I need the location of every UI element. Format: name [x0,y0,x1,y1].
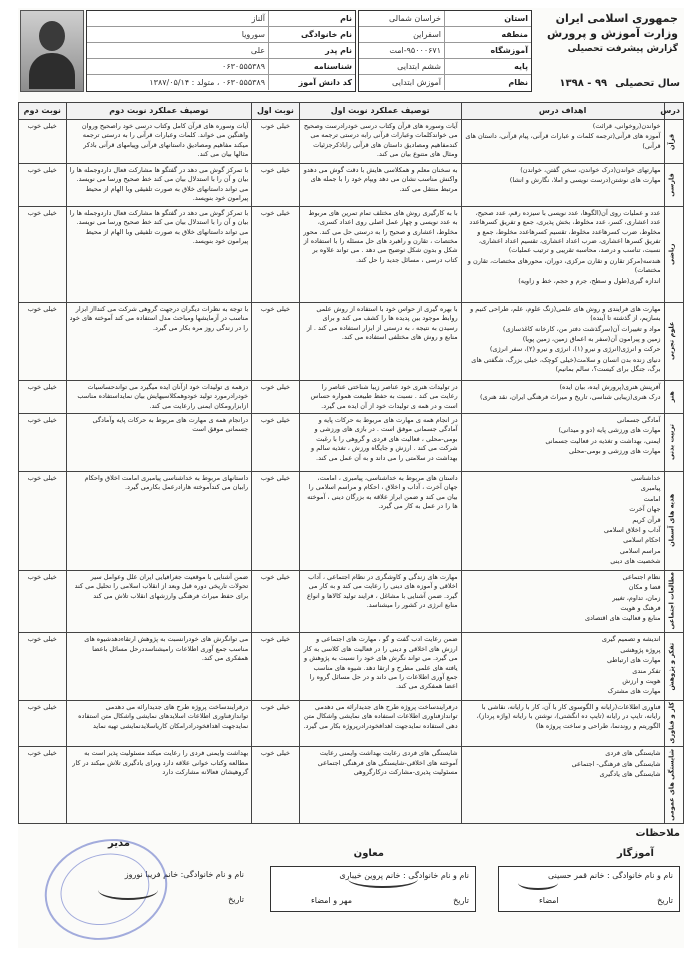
teacher-signature-scribble [518,876,558,890]
goal-item: مهارت های نوشتن(درست نویسی و املا، نگارش و انشا) [509,176,661,185]
goal-item: احکام اسلامی [623,536,661,545]
info-label: نظام [444,75,531,90]
goal-item: خواندن(روخوانی، قرائت) [592,122,661,130]
desc1-cell: با به کارگیری روش های مختلف تمام تمرین های مربوط به عدد نویسی و چهار عمل اصلی روی اعداد کسری، مخلوط، اعشاری و صحیح را به درستی حل می کند. محور مختصات ، تقارن و راهبرد های حل مسئله را با استفاده از شکل و بدون شکل توضیح می دهد . می تواند علاوه بر کتاب درسی ، مسائل جدید را حل کند. [299,206,461,302]
desc2-cell: ضمن آشنایی با موقعیت جغرافیایی ایران علل وعوامل سیر تحولات تاریخی دوره قبل وبعد از انقلاب اسلامی را تحلیل می کند برای حفظ میراث فرهنگی وارزشهای انقلاب تلاش می کند [66,570,252,633]
desc1-cell: آیات وسوره های قرآن وکتاب درسی خودرادرست وصحیح می خواندکلمات وعبارات قرآنی رابه درستی ترجمه می کندمفاهیم ومصادیق داستان های قرآنی راباذکرجزئیات ومثال های متنوع بیان می کند. [299,120,461,164]
grade2-cell: خیلی خوب [19,633,67,701]
academic-year [559,78,680,89]
grade1-cell: خیلی خوب [252,120,300,164]
subject-cell: هنر [664,380,683,413]
col-grade1: نوبت اول [252,103,300,120]
grade1-cell: خیلی خوب [252,633,300,701]
goals-cell [461,570,664,633]
table-row [19,380,684,413]
goal-item: مهارت های فرایندی و روش های علمی(زنگ علوم، علم، طراحی کنیم و بسازیم، از گذشته تا آینده) [470,304,661,323]
student-info-box [86,10,356,92]
desc2-cell: درفرایندساخت پروژه طرح های جدیدارائه می دهدمی تواندازفناوری اطلاعات اسلایدهای نمایشی واشکال متن استفاده نمایدجهت اهدافخودرادرامکان کاریاسلایدنمایشی تهیه نماید [66,700,252,747]
info-value: ششم ابتدایی [397,62,441,71]
goal-item: شایستگی های فرهنگی- اجتماعی [571,759,661,768]
deputy-name: نام و نام خانوادگی : خانم پروین خیباری [339,871,469,880]
goal-item: جهان آخرت [629,505,661,514]
grade2-cell: خیلی خوب [19,413,67,471]
goals-cell [461,471,664,570]
info-row [87,11,355,27]
goal-item: مهارت های ارتباطی [606,656,661,665]
grade2-cell: خیلی خوب [19,570,67,633]
col-desc2: توصیف عملکرد نوبت دوم [66,103,252,120]
desc2-cell: با تمرکز گوش می دهد در گفتگو ها مشارکت فعال داردوجمله ها را بیان و آن را با استدلال بیان می کند خط صحیح ورسا می نویسد. می تواند داستانهای خلاق به صورت تلفیقی وبا الهام از محیط پیرامون خود بنویسد. [66,206,252,302]
table-header-row [19,103,684,120]
subject-cell: قرآن [664,120,683,164]
info-value: سورویا [241,30,265,39]
subject-cell: فارسی [664,164,683,207]
principal-signature-scribble [98,880,158,900]
goal-item: نظام اجتماعی [622,572,661,581]
ministry-line1: جمهوری اسلامی ایران [555,12,678,25]
grade2-cell: خیلی خوب [19,747,67,824]
subject-cell: شایستگی های عمومی [664,747,683,824]
goal-item: مهارت های ورزشی پایه (دو و میدانی) [558,426,661,435]
goal-item: هندسه(مرکز تقارن و تقارن مرکزی، دوران، محورهای مختصات، تقارن و مختصات) [467,256,661,275]
goal-item: مراسم اسلامی [619,546,661,555]
info-label: پایه [444,59,531,74]
goal-item: عدد و عملیات روی آن(الگوها، عدد نویسی با سیزده رقم، عدد صحیح، عدد اعشاری، کسر، عدد مخلوط، بخش پذیری، جمع و تفریق کسرهاعدد مخلوط، ضرب کسرهاعدد مخلوط، تقسیم کسرهاعدد مخلوط، جمع و تفریق کسرها اعشاری، ضرب اعداد اعشاری، تقسیم اعداد اعشاری، نسبت، تناسب و درصد، محاسبه تقریبی و ترتیب عملیات) [469,208,661,255]
desc1-cell: به سخنان معلم و همکلاسی هایش با دقت گوش می دهدو واکنش مناسب نشان می دهد ویپام خود را با جمله های مرتبط منتقل می کند. [299,164,461,207]
grade1-cell: خیلی خوب [252,471,300,570]
grade1-cell: خیلی خوب [252,747,300,824]
goals-cell [461,747,664,824]
report-card-page [18,8,684,948]
col-grade2: نوبت دوم [19,103,67,120]
grade1-cell: خیلی خوب [252,413,300,471]
goal-item: مهارت های ورزشی و بومی-محلی [569,447,661,456]
goal-item: امامت [643,494,661,503]
info-value: آموزش ابتدایی [392,78,441,87]
goal-item: فضا و مکان [628,583,661,592]
subject-cell: کار و فناوری [664,700,683,747]
col-goals: اهداف درس [461,103,664,120]
goal-item: درک هنری(زیبایی شناسی، تاریخ و میراث فرهنگی ایران، نقد هنری) [479,393,661,402]
info-label: استان [444,11,531,26]
teacher-role: آموزگار [617,848,654,859]
goal-item: پروژه پژوهشی [620,645,661,654]
desc1-cell: درفرایندساخت پروژه طرح های جدیدارائه می دهدمی تواندازفناوری اطلاعات استفاده های نمایشی واشکال متن دهی استفاده نمایدجهت اهدافخودرادرپروژه بکار می گیرد. [299,700,461,747]
info-label: کد دانش آموز [268,75,355,90]
teacher-name: نام و نام خانوادگی : خانم قمر حسینی [548,871,673,880]
goal-item: آموزه های قرآنی(ترجمه کلمات و عبارات قرآنی، پیام قرآنی، داستان های قرآنی) [465,132,661,150]
goal-item: آداب و اخلاق اسلامی [603,526,661,535]
table-row [19,302,684,380]
goal-item: تفکر مندی [632,666,661,675]
teacher-signature-box [498,866,680,912]
notes-label: ملاحظات [635,828,680,839]
desc2-cell: بهداشت وایمنی فردی را رعایت میکند مسئولیت پذیر است به مطالعه وکتاب خوانی علاقه دارد وبرای یادگیری تلاش میکند در کار گروهیشان فعالانه مشارکت دارد [66,747,252,824]
deputy-role: معاون [353,848,384,859]
goals-cell [461,206,664,302]
ministry-line2: وزارت آموزش و پرورش [547,27,678,40]
subject-cell: علوم تجربی [664,302,683,380]
goal-item: ایمنی، بهداشت و تغذیه در فعالیت جسمانی [545,436,661,445]
grade1-cell: خیلی خوب [252,570,300,633]
desc1-cell: مهارت های زندگی و کاوشگری در نظام اجتماعی ، آداب اخلاقی و آموزه های دینی را رعایت می کند و به کار می گیرد. ضمن آشنایی با مشاغل ، فرایند تولید کالاها و انواع منابع انرژی در کشور را میشناسد. [299,570,461,633]
goal-item: دنیای زنده بدن انسان و سلامت(خیلی کوچک، خیلی بزرگ، شگفتی های برگ، جنگل برای کیست؟، سالم بمانیم) [471,355,661,374]
goal-item: شایستگی های یادگیری [599,770,661,779]
desc2-cell: آیات وسوره های قرآن کامل وکتاب درسی خود راصحیح وروان واهنگین می خواند. کلمات وعبارات قرآنی را به درستی ترجمه میکند مفاهیم ومصادیق داستانهای قرآنی وپیامهای قرآنی باذکر مثالها بیان می کند. [66,120,252,164]
goal-item: شخصیت های دینی [610,557,661,566]
goal-item: آمادگی جسمانی [617,415,661,424]
goal-item: مهارت های مشترک [607,687,661,696]
table-row [19,747,684,824]
desc1-cell: ضمن رعایت ادب گفت و گو ، مهارت های اجتماعی و ارزش های اخلاقی و دینی را در فعالیت های کلاسی به کار می گیرد. می تواند نگرش های خود را نسبت به پژوهش و یافته های علمی مطرح و ارتقا دهد. شیوه های مناسب جمع آوری اطلاعات را می داند و در حل مسائل گروه را اعضا همفکری می کند. [299,633,461,701]
goal-item: زمان، تداوم، تغییر [612,593,661,602]
deputy-seal-label: مهر و امضاء [311,896,352,905]
goal-item: آفرینش هنری(پرورش ایده، بیان ایده) [559,382,661,391]
desc2-cell: درهمه ی تولیدات خود ازآنان ایده میگیرد می تواندحساسیات خودرادرمورد تولید خودوهمکلاسیهایش بیان نمایداستفاده مناسب ازابزارومکان ایمنی رارعایت می کند. [66,380,252,413]
deputy-signature-scribble [348,870,418,888]
info-value: ۰۶۳۰۵۵۵۳۸۹ [222,62,265,71]
table-row [19,633,684,701]
info-row [359,27,531,43]
goal-item: فرهنگ و هویت [620,604,661,613]
subject-cell: ریاضی [664,206,683,302]
school-info-box [358,10,532,92]
info-value: ۰۶۳۰۵۵۵۳۸۹ ، متولد : ۱۳۸۷/۰۵/۱۴ [149,78,265,87]
goal-item: مواد و تغییرات آن(سرگذشت دفتر من، کارخانه کاغذسازی) [502,324,661,333]
goal-item: شایستگی های فردی [605,749,661,758]
grade1-cell: خیلی خوب [252,302,300,380]
table-row [19,471,684,570]
info-value: آلناز [251,14,265,23]
col-subject: درس [664,103,683,120]
grade1-cell: خیلی خوب [252,380,300,413]
desc2-cell: می توانگرش های خودرانسبت به پژوهش ارتقاءدهدشیوه های مناسب جمع آوری اطلاعات رامیشناسددرحل مسائل باعضا همفکری می کند. [66,633,252,701]
grade1-cell: خیلی خوب [252,164,300,207]
goal-item: مهارتهای خواندن(درک خواندن، سخن گفتن، خواندن) [520,166,661,174]
goals-cell [461,120,664,164]
goal-item: اندیشه و تصمیم گیری [601,635,661,644]
goals-cell [461,413,664,471]
table-row [19,700,684,747]
info-row [359,43,531,59]
deputy-date-label: تاریخ [453,896,469,905]
info-label: آموزشگاه [444,43,531,58]
goal-item: خداشناسی [631,473,661,482]
table-row [19,120,684,164]
desc1-cell: با بهره گیری از حواس خود با استفاده از روش علمی روابط موجود بین پدیده ها را کشف می کند و برای رسیدن به نتیجه ، به درستی از ابزار استفاده می کند . از منابع و روش های مختلفی استفاده می کند. [299,302,461,380]
subject-cell: هدیه های آسمان [664,471,683,570]
goals-cell [461,302,664,380]
grade2-cell: خیلی خوب [19,380,67,413]
goals-cell [461,380,664,413]
goal-item: زمین و پیرامون آن(سفر به اعماق زمین، زمین پویا) [522,334,661,343]
col-desc1: توصیف عملکرد نوبت اول [299,103,461,120]
goal-item: منابع و فعالیت های اقتصادی [584,614,661,623]
goals-cell [461,633,664,701]
year-label: سال تحصیلی [615,78,680,89]
year-value: ۹۹ - ۱۳۹۸ [559,78,608,89]
goals-cell [461,700,664,747]
goals-cell [461,164,664,207]
principal-name: نام و نام خانوادگی: خانم فریبا نوروز [124,870,244,879]
report-title-block [538,12,678,54]
grades-table [18,102,684,824]
goal-item: حرکت و انرژی(انرژی و نیرو (۱)، انرژی و نیرو (۲)، سفر انرژی) [489,345,661,354]
desc2-cell: داستانهای مربوط به خداشناسی پیامبری امامت اخلاق واحکام رابیان می کندآموخته هارادرعمل بکارمی گیرد. [66,471,252,570]
info-value: ۹۵۰۰۰۶۷۱-امت [389,46,441,55]
goal-item: فناوری اطلاعات(رایانه و الگوسوی کار با آن، کار با رایانه، نقاشی با رایانه، تایپ در رایانه (تایپ ده انگشتی)، نوشتن با رایانه (واژه پرداز)، الگوریتم و روندنما، طراحی و ساخت پروژه ها) [476,702,661,730]
info-value: علی [250,46,265,55]
grade2-cell: خیلی خوب [19,206,67,302]
info-row [359,11,531,27]
goal-item: هویت و ارزش [622,676,661,685]
grade2-cell: خیلی خوب [19,471,67,570]
subject-cell: تفکر و پژوهش [664,633,683,701]
principal-date-label: تاریخ [228,895,244,904]
teacher-date-label: تاریخ [657,896,673,905]
info-value: خراسان شمالی [388,14,441,23]
info-row [87,59,355,75]
table-row [19,570,684,633]
info-label: شناسنامه [268,59,355,74]
goal-item: قرآن کریم [632,515,661,524]
report-header [18,8,684,100]
info-row [359,59,531,75]
goal-item: پیامبری [640,484,661,493]
student-photo [20,10,84,92]
info-label: نام خانوادگی [268,27,355,42]
table-row [19,164,684,207]
grade2-cell: خیلی خوب [19,302,67,380]
info-row [87,75,355,90]
subject-cell: تربیت بدنی [664,413,683,471]
desc1-cell: در انجام همه ی مهارت های مربوط به حرکات پایه و آمادگی جسمانی موفق است . در بازی های ورزشی و بومی-محلی ، فعالیت های فردی و گروهی را با رغبت شرکت می کند . ارزش و جایگاه ورزش ، تغذیه سالم و بهداشت در سلامتی را می داند و به آن عمل می کند. [299,413,461,471]
info-label: نام [268,11,355,26]
table-row [19,206,684,302]
grade2-cell: خیلی خوب [19,120,67,164]
desc2-cell: با تمرکز گوش می دهد در گفتگو ها مشارکت فعال داردوجمله ها را بیان و آن را با استدلال بیان می کند خط صحیح ورسا می نویسد. می تواند داستانهای خلاق به صورت تلفیقی وبا الهام از محیط پیرامون خود بنویسد. [66,164,252,207]
desc1-cell: شایستگی های فردی رعایت بهداشت وایمنی رعایت آموخته های اخلاقی-شایستگی های فرهنگی اجتماعی مسئولیت پذیری-مشارکت درکارگروهی [299,747,461,824]
report-title: گزارش پیشرفت تحصیلی [567,44,678,54]
table-row [19,413,684,471]
info-row [359,75,531,90]
grade1-cell: خیلی خوب [252,206,300,302]
principal-role: مدیر [108,838,130,849]
grade2-cell: خیلی خوب [19,164,67,207]
desc1-cell: داستان های مربوط به خداشناسی، پیامبری ، امامت، جهان آخرت ، آداب و اخلاق ، احکام و مراسم اسلامی را بیان می کند و ضمن ابراز علاقه به بزرگان دینی ، آموخته ها را در عمل به کار می گیرد. [299,471,461,570]
goal-item: اندازه گیری(طول و سطح، جرم و حجم، خط و زاویه) [518,276,661,285]
subject-cell: مطالعات اجتماعی [664,570,683,633]
info-row [87,27,355,43]
info-value: اسفراین [413,30,441,39]
info-label: نام پدر [268,43,355,58]
info-label: منطقه [444,27,531,42]
grade2-cell: خیلی خوب [19,700,67,747]
info-row [87,43,355,59]
teacher-signature-label: امضاء [539,896,559,905]
desc2-cell: درانجام همه ی مهارت های مربوط به حرکات پایه وآمادگی جسمانی موفق است [66,413,252,471]
desc1-cell: در تولیدات هنری خود عناصر زیبا شناختی عناصر را رعایت می کند . نسبت به حفظ طبیعت همواره حساس است و در همه ی تولیدات خود از آن ایده می گیرد. [299,380,461,413]
grade1-cell: خیلی خوب [252,700,300,747]
desc2-cell: با توجه به نظرات دیگران درجهت گروهی شرکت می کندااز ابزار مناسب در آزمایشها ومباحث مدل استفاده می کند آموخته های خود را در زندگی روز مره بکار می گیرد. [66,302,252,380]
